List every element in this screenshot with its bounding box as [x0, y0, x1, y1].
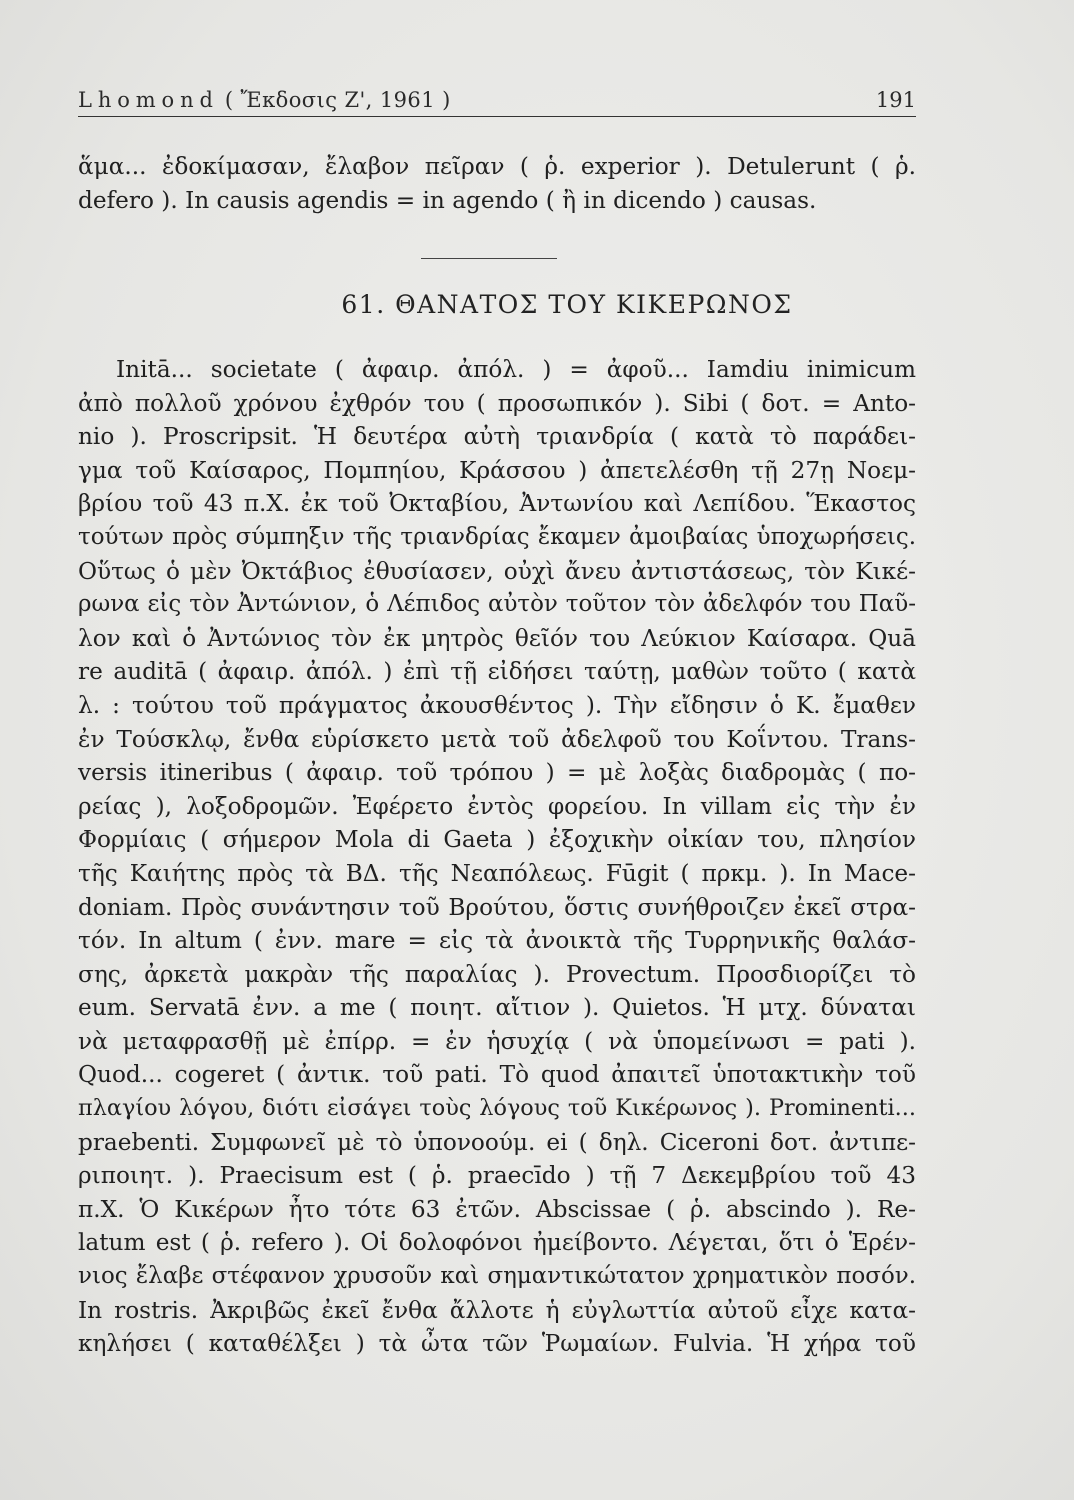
text-line: ἐν Τούσκλῳ, ἔνθα εὑρίσκετο μετὰ τοῦ ἀδελφοῦ του Κοΐντου. Trans-: [78, 725, 916, 753]
text-line: latum est ( ῥ. refero ). Οἱ δολοφόνοι ἠμείβοντο. Λέγεται, ὅτι ὁ Ἑρέν-: [78, 1229, 916, 1257]
text-line: Quod... cogeret ( ἀντικ. τοῦ pati. Τὸ quod ἀπαιτεῖ ὑποτακτικὴν τοῦ: [78, 1061, 916, 1089]
text-line: πλαγίου λόγου, διότι εἰσάγει τοὺς λόγους τοῦ Κικέρωνος ). Prominenti...: [78, 1095, 916, 1122]
text-line: ἀπὸ πολλοῦ χρόνου ἐχθρόν του ( προσωπικόν ). Sibi ( δοτ. = Anto-: [78, 389, 916, 417]
text-line: νιος ἔλαβε στέφανον χρυσοῦν καὶ σημαντικώτατον χρηματικὸν ποσόν.: [78, 1263, 916, 1290]
text-line: τῆς Καιήτης πρὸς τὰ ΒΔ. τῆς Νεαπόλεως. Fūgit ( πρκμ. ). In Mace-: [78, 859, 916, 887]
text-line: Initā... societate ( ἀφαιρ. ἀπόλ. ) = ἀφοῦ... Iamdiu inimicum: [116, 356, 916, 383]
page-number: 191: [875, 88, 916, 112]
text-line: re auditā ( ἀφαιρ. ἀπόλ. ) ἐπὶ τῇ εἰδήσει ταύτῃ, μαθὼν τοῦτο ( κατὰ: [78, 658, 916, 686]
text-line: versis itineribus ( ἀφαιρ. τοῦ τρόπου ) = μὲ λοξὰς διαδρομὰς ( πο-: [78, 759, 916, 787]
text-line: Οὕτως ὁ μὲν Ὀκτάβιος ἐθυσίασεν, οὐχὶ ἄνευ ἀντιστάσεως, τὸν Κικέ-: [78, 557, 916, 585]
text-line: γμα τοῦ Καίσαρος, Πομπηίου, Κράσσου ) ἀπετελέσθη τῇ 27ῃ Νοεμ-: [78, 456, 916, 484]
text-line: βρίου τοῦ 43 π.Χ. ἐκ τοῦ Ὀκταβίου, Ἀντωνίου καὶ Λεπίδου. Ἕκαστος: [78, 490, 916, 518]
header-title: [78, 88, 451, 112]
text-line: ρείας ), λοξοδρομῶν. Ἐφέρετο ἐντὸς φορείου. In villam εἰς τὴν ἐν: [78, 792, 916, 820]
text-line: nio ). Proscripsit. Ἡ δευτέρα αὐτὴ τριανδρία ( κατὰ τὸ παράδει-: [78, 423, 916, 451]
text-line: eum. Servatā ἐνν. a me ( ποιητ. αἴτιον ). Quietos. Ἡ μτχ. δύναται: [78, 994, 916, 1022]
section-separator: [421, 258, 557, 259]
text-line: κηλήσει ( καταθέλξει ) τὰ ὦτα τῶν Ῥωμαίων. Fulvia. Ἡ χήρα τοῦ: [78, 1330, 916, 1358]
text-line: τόν. In altum ( ἐνν. mare = εἰς τὰ ἀνοικτὰ τῆς Τυρρηνικῆς θαλάσ-: [78, 927, 916, 955]
text-line: ρωνα εἰς τὸν Ἀντώνιον, ὁ Λέπιδος αὐτὸν τοῦτον τὸν ἀδελφόν του Παῦ-: [78, 591, 916, 618]
text-line: π.Χ. Ὁ Κικέρων ἦτο τότε 63 ἐτῶν. Abscissae ( ῥ. abscindo ). Re-: [78, 1195, 916, 1223]
text-line: νὰ μεταφρασθῇ μὲ ἐπίρρ. = ἐν ἡσυχίᾳ ( νὰ ὑπομείνωσι = pati ).: [78, 1027, 916, 1055]
section-title: 61. ΘΑΝΑΤΟΣ ΤΟΥ ΚΙΚΕΡΩΝΟΣ: [341, 290, 793, 319]
text-line: In rostris. Ἀκριβῶς ἐκεῖ ἔνθα ἄλλοτε ἡ εὐγλωττία αὐτοῦ εἶχε κατα-: [78, 1296, 916, 1324]
intro-paragraph: [78, 150, 916, 217]
text-line: τούτων πρὸς σύμπηξιν τῆς τριανδρίας ἔκαμεν ἀμοιβαίας ὑποχωρήσεις.: [78, 523, 916, 550]
text-line: ριποιητ. ). Praecisum est ( ῥ. praecīdo ) τῇ 7 Δεκεμβρίου τοῦ 43: [78, 1162, 916, 1190]
text-line: ἅμα... ἐδοκίμασαν, ἔλαβον πεῖραν ( ῥ. experior ). Detulerunt ( ῥ.: [78, 153, 916, 180]
text-line: Φορμίαις ( σήμερον Mola di Gaeta ) ἐξοχικὴν οἰκίαν του, πλησίον: [78, 826, 916, 854]
text-line: defero ). In causis agendis = in agendo ( ἢ in dicendo ) causas.: [78, 186, 817, 214]
header-author: Lhomond: [78, 88, 219, 112]
header-rule: [78, 116, 916, 117]
text-line: λον καὶ ὁ Ἀντώνιος τὸν ἐκ μητρὸς θεῖόν του Λεύκιον Καίσαρα. Quā: [78, 624, 916, 652]
text-line: λ. : τούτου τοῦ πράγματος ἀκουσθέντος ). Τὴν εἴδησιν ὁ Κ. ἔμαθεν: [78, 691, 916, 719]
running-header: [78, 76, 916, 112]
text-line: doniam. Πρὸς συνάντησιν τοῦ Βρούτου, ὅστις συνήθροιζεν ἐκεῖ στρα-: [78, 893, 916, 921]
commentary-paragraph: [78, 353, 916, 1361]
header-edition: ( Ἔκδοσις Ζ', 1961 ): [224, 88, 451, 112]
text-line: σης, ἀρκετὰ μακρὰν τῆς παραλίας ). Provectum. Προσδιορίζει τὸ: [78, 960, 916, 988]
text-line: praebenti. Συμφωνεῖ μὲ τὸ ὑπονοούμ. ei ( δηλ. Ciceroni δοτ. ἀντιπε-: [78, 1128, 916, 1156]
